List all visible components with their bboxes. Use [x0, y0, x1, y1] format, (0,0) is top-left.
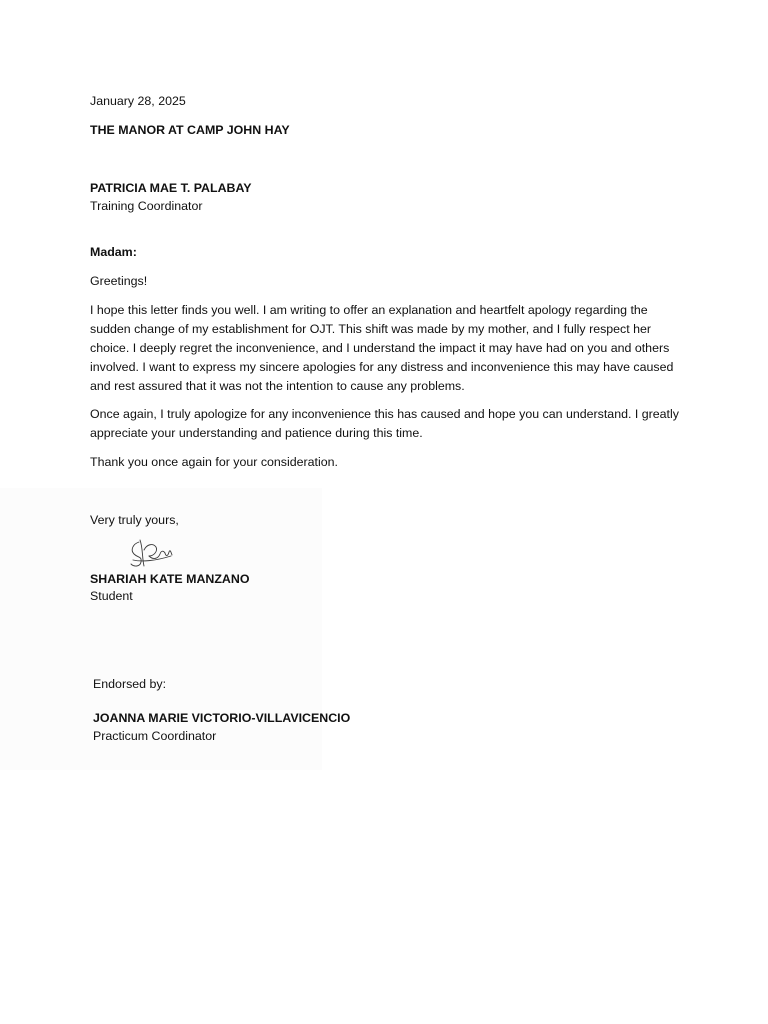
body-paragraph-1: I hope this letter finds you well. I am writing to offer an explanation and heartfelt apology regarding the sudden change of my establishment for OJT. This shift was made by my mother, and I fully respect her choice. I deeply regret the inconvenience, and I understand the impact it may have had on you and others involved. I want to express my sincere apologies for any distress and inconvenience this may have caused and rest assured that it was not the intention to cause any problems. [90, 303, 674, 393]
endorser-title: Practicum Coordinator [93, 729, 217, 743]
salutation: Madam: [90, 245, 137, 259]
sender-name: SHARIAH KATE MANZANO [90, 572, 250, 586]
closing: Very truly yours, [90, 513, 179, 527]
sender-title: Student [90, 589, 133, 603]
endorser-name: JOANNA MARIE VICTORIO-VILLAVICENCIO [93, 711, 351, 725]
handwritten-signature-icon [125, 534, 175, 572]
body-paragraph-3: Thank you once again for your consideration. [90, 455, 338, 469]
recipient-name: PATRICIA MAE T. PALABAY [90, 181, 252, 195]
letter-date: January 28, 2025 [90, 94, 186, 108]
greeting: Greetings! [90, 274, 148, 288]
body-paragraph-2: Once again, I truly apologize for any inconvenience this has caused and hope you can understand. I greatly appreciate your understanding and patience during this time. [90, 407, 679, 440]
establishment-name: THE MANOR AT CAMP JOHN HAY [90, 123, 290, 137]
recipient-title: Training Coordinator [90, 199, 203, 213]
endorsement-label: Endorsed by: [93, 677, 167, 691]
